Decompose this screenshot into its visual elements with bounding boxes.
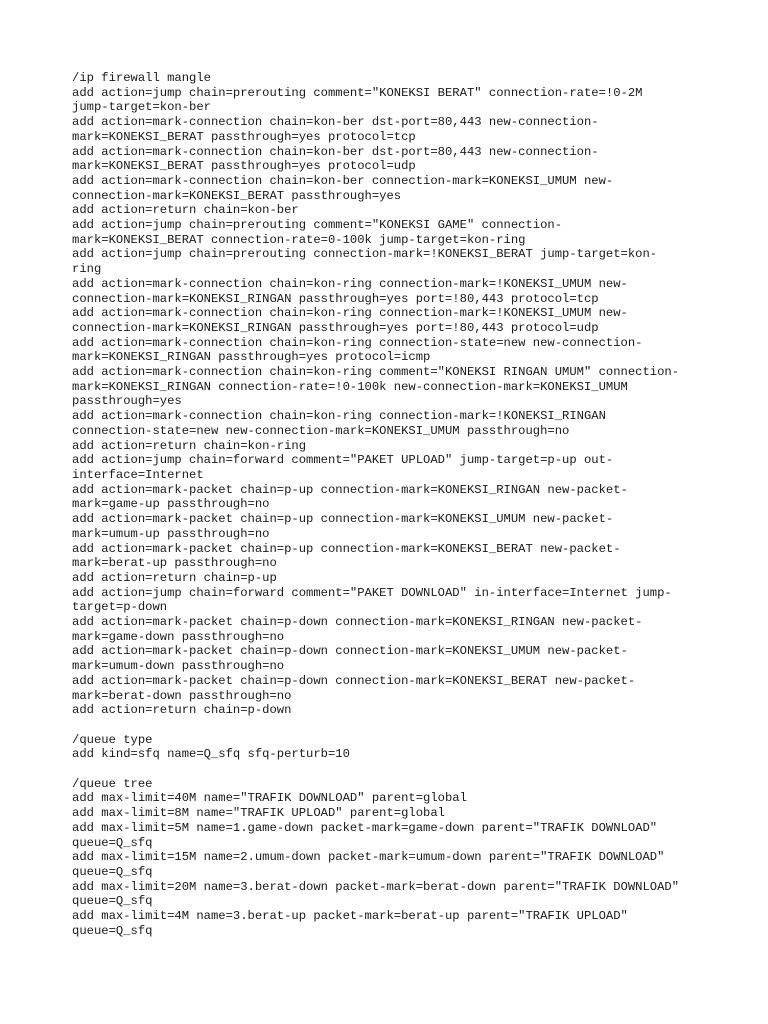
code-line: add max-limit=15M name=2.umum-down packet-mark=umum-down parent="TRAFIK DOWNLOAD" <box>72 850 665 865</box>
code-line: connection-mark=KONEKSI_BERAT passthrough=yes <box>72 188 402 203</box>
code-line: add action=mark-connection chain=kon-ring connection-mark=!KONEKSI_RINGAN <box>72 409 606 424</box>
code-line: add action=mark-connection chain=kon-ring comment="KONEKSI RINGAN UMUM" connection- <box>72 365 680 380</box>
code-line: connection-mark=KONEKSI_RINGAN passthrough=yes port=!80,443 protocol=tcp <box>72 291 599 306</box>
code-line: add action=return chain=p-up <box>72 570 277 585</box>
code-line: /ip firewall mangle <box>72 71 211 85</box>
code-line: add max-limit=8M name="TRAFIK UPLOAD" parent=global <box>72 806 445 821</box>
code-line: target=p-down <box>72 600 168 615</box>
code-line: add action=mark-packet chain=p-up connection-mark=KONEKSI_UMUM new-packet- <box>72 512 614 527</box>
queue-type-section <box>72 733 752 762</box>
code-line: queue=Q_sfq <box>72 864 153 879</box>
code-line: add action=jump chain=prerouting connection-mark=!KONEKSI_BERAT jump-target=kon- <box>72 247 658 262</box>
code-line: mark=KONEKSI_BERAT connection-rate=0-100k jump-target=kon-ring <box>72 232 526 247</box>
code-line: passthrough=yes <box>72 394 182 409</box>
document-page <box>72 71 752 938</box>
code-line: add action=mark-connection chain=kon-ring connection-mark=!KONEKSI_UMUM new- <box>72 306 628 321</box>
code-line: add action=mark-connection chain=kon-ber dst-port=80,443 new-connection- <box>72 144 599 159</box>
code-line: ring <box>72 262 102 277</box>
code-line: add action=mark-packet chain=p-up connection-mark=KONEKSI_BERAT new-packet- <box>72 541 621 556</box>
code-line: add action=mark-packet chain=p-down connection-mark=KONEKSI_RINGAN new-packet- <box>72 615 643 630</box>
code-line: mark=berat-down passthrough=no <box>72 688 292 703</box>
code-line: add max-limit=20M name=3.berat-down packet-mark=berat-down parent="TRAFIK DOWNLOAD" <box>72 879 680 894</box>
code-line: connection-mark=KONEKSI_RINGAN passthrough=yes port=!80,443 protocol=udp <box>72 320 599 335</box>
code-line: connection-state=new new-connection-mark=KONEKSI_UMUM passthrough=no <box>72 423 570 438</box>
queue-tree-section <box>72 777 752 939</box>
code-line: add max-limit=5M name=1.game-down packet-mark=game-down parent="TRAFIK DOWNLOAD" <box>72 820 658 835</box>
code-line: mark=game-up passthrough=no <box>72 497 270 512</box>
code-line: add action=jump chain=forward comment="PAKET UPLOAD" jump-target=p-up out- <box>72 453 614 468</box>
code-line: add action=jump chain=prerouting comment="KONEKSI BERAT" connection-rate=!0-2M <box>72 85 643 100</box>
code-line: add action=mark-packet chain=p-down connection-mark=KONEKSI_UMUM new-packet- <box>72 644 628 659</box>
code-line: mark=game-down passthrough=no <box>72 629 285 644</box>
code-line: mark=KONEKSI_RINGAN passthrough=yes protocol=icmp <box>72 350 431 365</box>
code-line: add max-limit=4M name=3.berat-up packet-mark=berat-up parent="TRAFIK UPLOAD" <box>72 909 628 924</box>
code-line: add action=mark-connection chain=kon-ring connection-state=new new-connection- <box>72 335 643 350</box>
code-line: mark=berat-up passthrough=no <box>72 556 277 571</box>
code-line: add action=return chain=p-down <box>72 703 292 718</box>
code-line: add action=jump chain=prerouting comment="KONEKSI GAME" connection- <box>72 218 563 233</box>
code-line: mark=KONEKSI_BERAT passthrough=yes protocol=udp <box>72 159 416 174</box>
code-line: mark=KONEKSI_BERAT passthrough=yes protocol=tcp <box>72 129 416 144</box>
code-line: jump-target=kon-ber <box>72 100 211 115</box>
code-line: queue=Q_sfq <box>72 923 153 938</box>
code-line: add action=mark-connection chain=kon-ring connection-mark=!KONEKSI_UMUM new- <box>72 276 628 291</box>
code-line: add action=jump chain=forward comment="PAKET DOWNLOAD" in-interface=Internet jump- <box>72 585 672 600</box>
code-line: add action=mark-packet chain=p-up connection-mark=KONEKSI_RINGAN new-packet- <box>72 482 628 497</box>
code-line: queue=Q_sfq <box>72 894 153 909</box>
code-line: /queue type <box>72 732 153 747</box>
code-line: mark=KONEKSI_RINGAN connection-rate=!0-100k new-connection-mark=KONEKSI_UMUM <box>72 379 628 394</box>
code-line: queue=Q_sfq <box>72 835 153 850</box>
code-line: interface=Internet <box>72 467 204 482</box>
code-line: /queue tree <box>72 776 153 791</box>
code-line: add action=mark-connection chain=kon-ber dst-port=80,443 new-connection- <box>72 115 599 130</box>
code-line: add action=mark-connection chain=kon-ber connection-mark=KONEKSI_UMUM new- <box>72 173 614 188</box>
code-line: add action=return chain=kon-ber <box>72 203 299 218</box>
code-line: add kind=sfq name=Q_sfq sfq-perturb=10 <box>72 747 350 762</box>
code-line: add action=return chain=kon-ring <box>72 438 307 453</box>
code-line: add action=mark-packet chain=p-down connection-mark=KONEKSI_BERAT new-packet- <box>72 673 636 688</box>
firewall-mangle-section <box>72 71 752 718</box>
code-line: mark=umum-down passthrough=no <box>72 659 285 674</box>
code-line: add max-limit=40M name="TRAFIK DOWNLOAD" parent=global <box>72 791 467 806</box>
code-line: mark=umum-up passthrough=no <box>72 526 270 541</box>
